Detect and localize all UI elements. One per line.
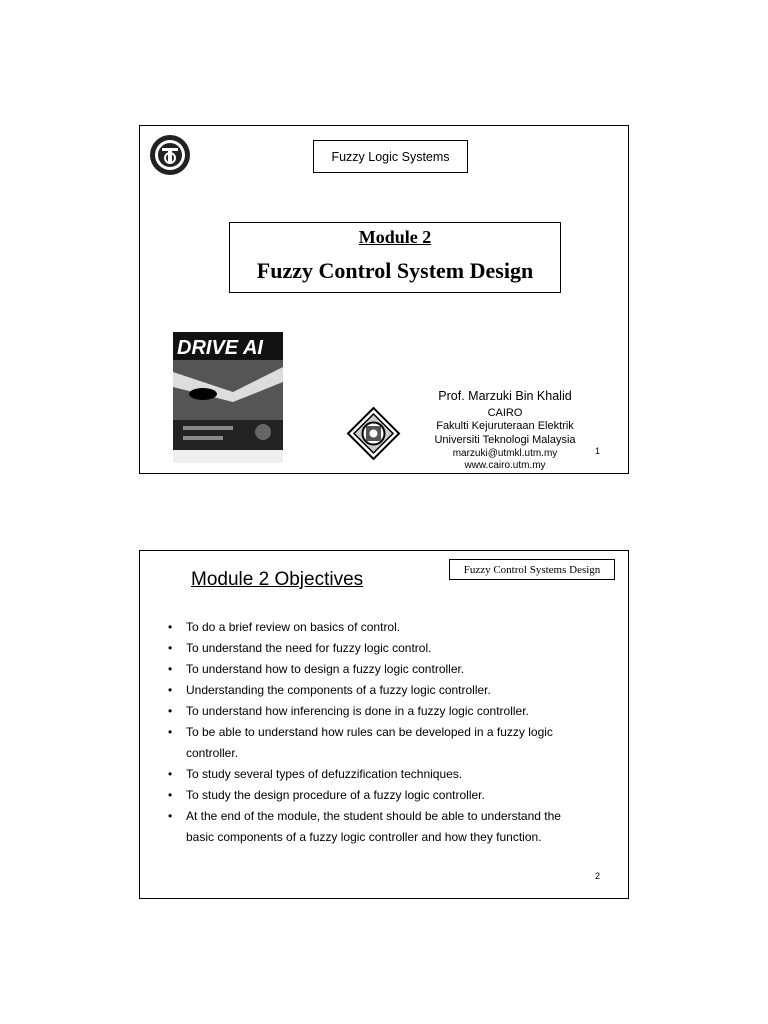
faculty: Fakulti Kejuruteraan Elektrik	[436, 420, 574, 433]
author-name: Prof. Marzuki Bin Khalid	[438, 389, 572, 403]
list-item: • Understanding the components of a fuzzy logic controller.	[168, 680, 588, 701]
list-item: • To be able to understand how rules can be developed in a fuzzy logic controller.	[168, 722, 588, 764]
page-number: 2	[594, 871, 600, 881]
email: marzuki@utmkl.utm.my	[452, 447, 558, 459]
book-cover-image	[173, 332, 283, 463]
slide-2	[139, 550, 629, 899]
list-item: • To study the design procedure of a fuzzy logic controller.	[168, 785, 588, 806]
university: Universiti Teknologi Malaysia	[434, 434, 576, 447]
list-item: • To understand how to design a fuzzy logic controller.	[168, 659, 588, 680]
list-item: • At the end of the module, the student should be able to understand the basic components of a fuzzy logic controller and how they function.	[168, 806, 588, 848]
crest-icon	[346, 406, 401, 461]
book-cover-title: DRIVE AI	[177, 337, 263, 359]
website: www.cairo.utm.my	[464, 460, 546, 472]
slide-header: Fuzzy Control Systems Design	[449, 559, 615, 580]
list-item: • To study several types of defuzzification techniques.	[168, 764, 588, 785]
organization: CAIRO	[487, 406, 523, 419]
module-number: Module 2	[358, 227, 432, 247]
module-title-box	[229, 222, 561, 293]
list-item: • To understand the need for fuzzy logic control.	[168, 638, 588, 659]
slide-header: Fuzzy Logic Systems	[313, 140, 468, 173]
author-block	[419, 389, 591, 473]
module-title: Fuzzy Control System Design	[256, 258, 534, 283]
objectives-list	[168, 617, 588, 848]
slide-title: Module 2 Objectives	[191, 569, 364, 590]
university-logo-icon	[149, 134, 191, 176]
list-item: • To understand how inferencing is done in a fuzzy logic controller.	[168, 701, 588, 722]
page-number: 1	[594, 446, 600, 456]
list-item: • To do a brief review on basics of control.	[168, 617, 588, 638]
slide-1	[139, 125, 629, 474]
